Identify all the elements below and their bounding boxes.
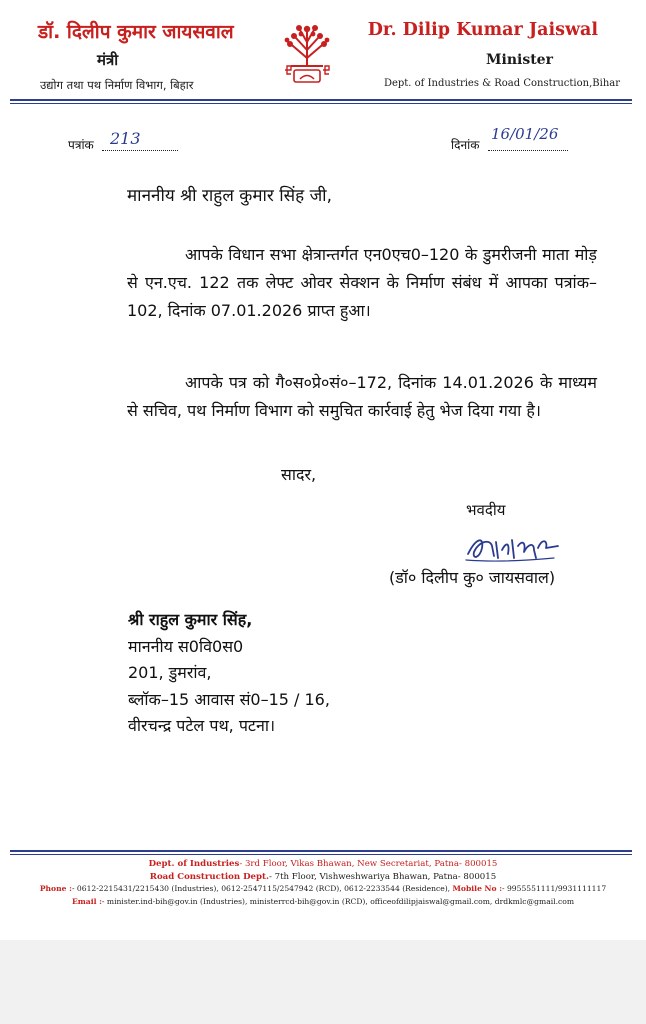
letter-date: 16/01/26 — [491, 125, 559, 143]
letterhead-hindi-name: डॉ. दिलीप कुमार जायसवाल — [38, 21, 234, 43]
letterhead-hindi-department: उद्योग तथा पथ निर्माण विभाग, बिहार — [40, 78, 194, 92]
letterhead-hindi-title: मंत्री — [97, 51, 119, 69]
body-paragraph-2: आपके पत्र को गै०स०प्रे०सं०–172, दिनांक 14.01.2026 के माध्यम से सचिव, पथ निर्माण विभाग को समुचित कार्रवाई हेतु भेज दिया गया है। — [127, 373, 597, 420]
footer — [0, 858, 646, 908]
header-divider — [10, 99, 632, 101]
yours-faithfully: भवदीय — [466, 501, 506, 519]
addressee-address-line: वीरचन्द्र पटेल पथ, पटना। — [128, 716, 276, 735]
footer-divider — [10, 850, 632, 852]
date-label: दिनांक — [451, 138, 480, 152]
reference-dotted-line — [102, 150, 178, 151]
addressee-address-line: 201, डुमरांव, — [128, 663, 212, 682]
body-paragraph-1: आपके विधान सभा क्षेत्रान्तर्गत एन0एच0–120 के डुमरीजनी माता मोड़ से एन.एच. 122 तक लेफ्ट ओवर सेक्शन के निर्माण संबंध में आपका पत्रांक–102, दिनांक 07.01.2026 प्राप्त हुआ। — [127, 245, 597, 320]
signature — [462, 528, 566, 568]
reference-number: 213 — [110, 129, 141, 148]
salutation: माननीय श्री राहुल कुमार सिंह जी, — [127, 186, 332, 206]
addressee-block — [128, 607, 330, 740]
letterhead-english-name: Dr. Dilip Kumar Jaiswal — [367, 20, 598, 40]
signatory-name: (डॉ० दिलीप कु० जायसवाल) — [389, 568, 556, 587]
addressee-designation: माननीय स0वि0स0 — [128, 636, 244, 656]
header-divider-thin — [10, 103, 632, 104]
letterhead-english-department: Dept. of Industries & Road Construction,Bihar — [383, 78, 620, 89]
footer-phone: Phone :- 0612-2215431/2215430 (Industries), 0612-2547115/2547942 (RCD), 0612-2233544 (Residence), Mobile No :- 9955551111/9931111117 — [39, 884, 607, 893]
date-dotted-line — [488, 150, 568, 151]
reference-label: पत्रांक — [68, 138, 94, 152]
footer-email: Email :- minister.ind-bih@gov.in (Industries), ministerrcd-bih@gov.in (RCD), officeofdilipjaiswal@gmail.com, drdkmlc@gmail.com — [71, 896, 575, 906]
footer-industries-address: Dept. of Industries- 3rd Floor, Vikas Bhawan, New Secretariat, Patna- 800015 — [148, 859, 498, 869]
footer-divider-thin — [10, 854, 632, 855]
closing: सादर, — [281, 465, 317, 484]
bihar-state-emblem-icon — [281, 18, 333, 88]
letterhead-english-title: Minister — [486, 52, 553, 68]
addressee-name: श्री राहुल कुमार सिंह, — [128, 610, 253, 629]
addressee-address-line: ब्लॉक–15 आवास सं0–15 / 16, — [128, 689, 330, 709]
footer-road-address: Road Construction Dept.- 7th Floor, Vishweshwariya Bhawan, Patna- 800015 — [149, 871, 497, 882]
